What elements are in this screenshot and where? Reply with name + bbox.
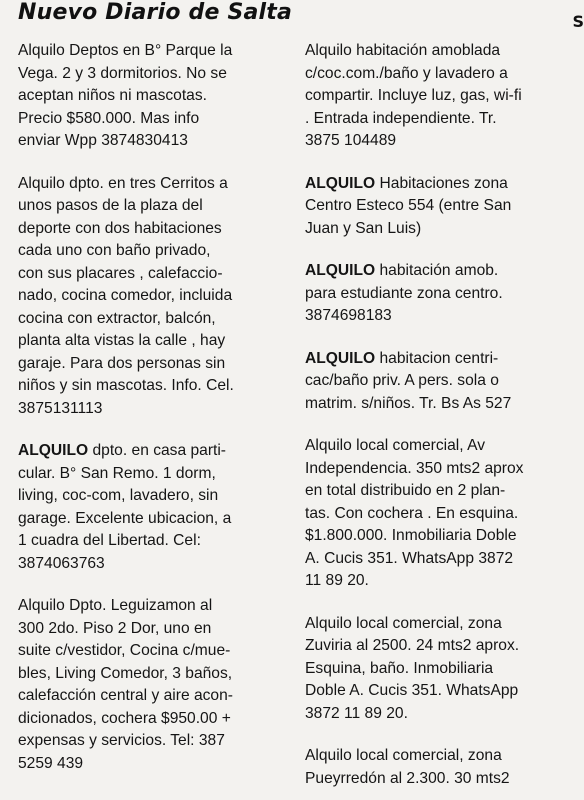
- ad-lead: ALQUILO: [305, 262, 376, 279]
- right-column: [305, 40, 582, 800]
- classified-ad: [18, 595, 288, 775]
- masthead-title: Nuevo Diario de Salta: [18, 0, 293, 25]
- ad-text: Alquilo local comercial, zona Pueyrredón al 2.300. 30 mts2: [305, 747, 510, 787]
- classified-ad: [305, 260, 582, 328]
- ad-text: Alquilo habitación amoblada c/coc.com./baño y lavadero a compartir. Incluye luz, gas, wi-fi . Entrada independiente. Tr. 3875 104489: [305, 42, 522, 149]
- classified-ad: [305, 745, 582, 790]
- ad-lead: ALQUILO: [305, 174, 376, 192]
- classified-ad: [305, 435, 582, 593]
- classified-ad: [305, 348, 582, 416]
- classified-ad: [18, 40, 288, 153]
- classified-ad: [305, 173, 582, 241]
- classified-ad: [18, 440, 288, 575]
- classified-ad: [18, 173, 288, 421]
- left-column: [18, 40, 288, 795]
- classified-ad: [305, 613, 582, 726]
- ad-text: Alquilo local comercial, zona Zuviria al 2500. 24 mts2 aprox. Esquina, baño. Inmobiliaria Doble A. Cucis 351. WhatsApp 3872 11 89 20.: [305, 614, 520, 722]
- ad-text: dpto. en casa parti- cular. B° San Remo. 1 dorm, living, coc-com, lavadero, sin garage. Excelente ubicacion, a 1 cuadra del Libertad. Cel: 3874063763: [18, 442, 232, 572]
- ad-lead: ALQUILO: [305, 349, 376, 367]
- ad-text: habitación amob. para estudiante zona centro. 3874698183: [305, 262, 503, 324]
- ad-text: Alquilo local comercial, Av Independencia. 350 mts2 aprox en total distribuido en 2 plan- tas. Con cochera . En esquina. $1.800.000. Inmobiliaria Doble A. Cucis 351. WhatsApp 3872 11 89 20.: [305, 437, 524, 589]
- ad-text: Alquilo Dpto. Leguizamon al 300 2do. Piso 2 Dor, uno en suite c/vestidor, Cocina c/mue- bles, Living Comedor, 3 baños, calefacción central y aire acon- dicionados, cochera $950.00 + expensas y servicios. Tel: 387 5259 439: [18, 597, 233, 772]
- masthead-fragment: S: [572, 12, 584, 31]
- ad-text: Alquilo Deptos en B° Parque la Vega. 2 y 3 dormitorios. No se aceptan niños ni mascotas. Precio $580.000. Mas info enviar Wpp 3874830413: [18, 42, 233, 149]
- ad-text: habitacion centri- cac/baño priv. A pers. sola o matrim. s/niños. Tr. Bs As 527: [305, 349, 512, 412]
- ad-text: Alquilo dpto. en tres Cerritos a unos pasos de la plaza del deporte con dos habitaciones cada uno con baño privado, con sus placares , calefaccio- nado, cocina comedor, incluida cocina con extractor, balcón, planta alta vistas la calle , hay garaje. Para dos personas sin niños y sin mascotas. Info. Cel. 3875131113: [18, 174, 234, 417]
- classified-ad: [305, 40, 582, 153]
- ad-text: Habitaciones zona Centro Esteco 554 (entre San Juan y San Luis): [305, 174, 512, 237]
- ad-lead: ALQUILO: [18, 442, 89, 459]
